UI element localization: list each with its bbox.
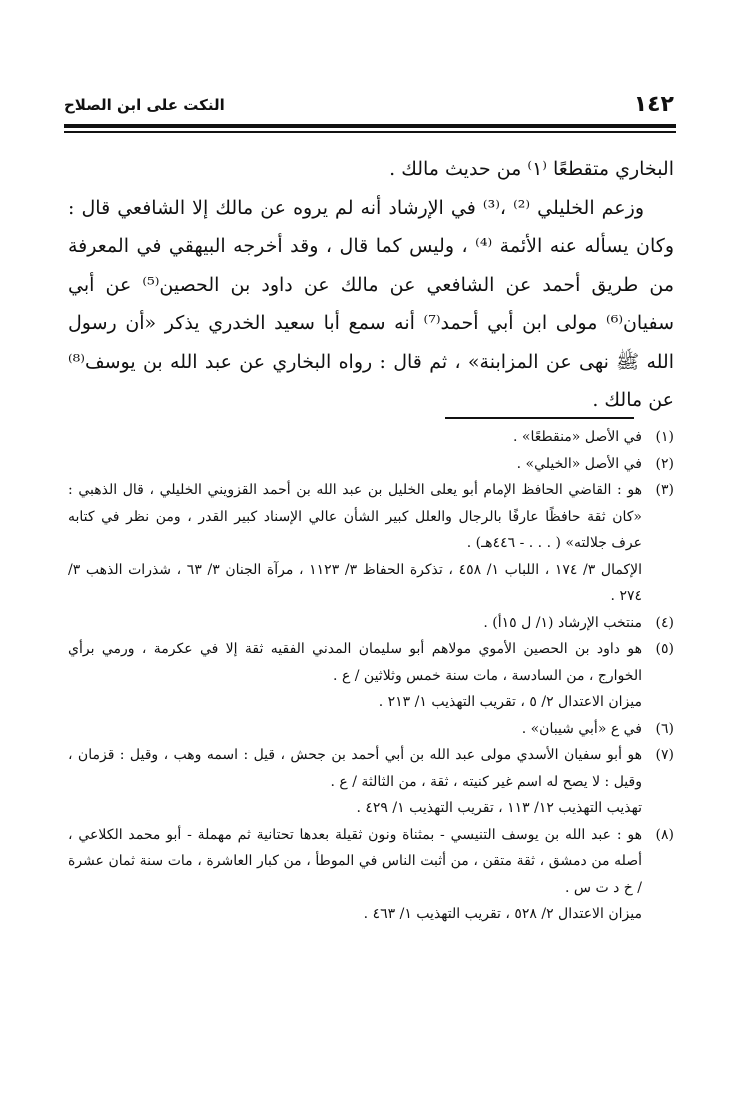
footnote-text: هو : القاضي الحافظ الإمام أبو يعلى الخليل بن عبد الله بن أحمد القزويني الخليلي ، قال الذهبي : «كان ثقة حافظًا عارفًا بالرجال والعلل كبير الشأن عالي الإسناد كبير القدر ، ومن نظر في كتابه عرف جلالته» ( . . . - ٤٤٦هـ) .	[68, 482, 642, 551]
footnote-8	[68, 822, 674, 928]
page-header	[64, 94, 676, 122]
footnote-5	[68, 636, 674, 716]
footnote-references: ميزان الاعتدال ٢/ ٥ ، تقريب التهذيب ١/ ٢١٣ .	[378, 694, 642, 710]
footnote-number: (١)	[655, 429, 674, 445]
footnote-number: (٥)	[655, 641, 674, 657]
footnote-number: (٨)	[655, 826, 674, 843]
footnote-number: (٣)	[655, 482, 674, 498]
footnote-text: هو : عبد الله بن يوسف التنيسي - بمثناة ونون ثقيلة بعدها تحتانية ثم مهملة - أبو محمد الكلاعي ، أصله من دمشق ، ثقة متقن ، من أثبت الناس في الموطأ ، من كبار العاشرة ، مات سنة ثمان عشرة / خ د ت س .	[68, 826, 642, 896]
footnote-7	[68, 742, 674, 822]
footnote-text: منتخب الإرشاد (١/ ل ١٥أ) .	[483, 614, 642, 631]
footnotes	[68, 424, 674, 928]
page-number: ١٤٢	[633, 92, 674, 117]
main-paragraph-1: البخاري متقطعًا ⁽١⁾ من حديث مالك .	[389, 158, 674, 180]
footnote-4	[68, 610, 674, 637]
footnote-text: هو أبو سفيان الأسدي مولى عبد الله بن أبي أحمد بن جحش ، قيل : اسمه وهب ، وقيل : قزمان ، وقيل : لا يصح له اسم غير كنيته ، ثقة ، من الثالثة / ع .	[68, 747, 642, 790]
footnote-text: هو داود بن الحصين الأموي مولاهم أبو سليمان المدني الفقيه ثقة إلا في عكرمة ، ورمي برأي الخوارج ، من السادسة ، مات سنة خمس وثلاثين / ع .	[68, 641, 642, 684]
footnote-number: (٦)	[655, 720, 674, 737]
footnote-text: في ع «أبي شيبان» .	[521, 720, 642, 737]
footnote-references: تهذيب التهذيب ١٢/ ١١٣ ، تقريب التهذيب ١/ ٤٢٩ .	[356, 800, 642, 816]
footnote-2	[68, 451, 674, 478]
footnote-6	[68, 716, 674, 743]
footnote-3	[68, 477, 674, 610]
footnote-1	[68, 424, 674, 451]
header-rule-thick	[64, 124, 676, 128]
running-title: النكت على ابن الصلاح	[64, 96, 225, 114]
header-rule-thin	[64, 131, 676, 133]
footnote-references: الإكمال ٣/ ١٧٤ ، اللباب ١/ ٤٥٨ ، تذكرة الحفاظ ٣/ ١١٢٣ ، مرآة الجنان ٣/ ٦٣ ، شذرات الذهب ٣/ ٢٧٤ .	[68, 561, 642, 604]
footnote-text: في الأصل «منقطعًا» .	[513, 429, 642, 445]
footnote-text: في الأصل «الخيلي» .	[516, 455, 642, 472]
footnote-references: ميزان الاعتدال ٢/ ٥٢٨ ، تقريب التهذيب ١/ ٤٦٣ .	[363, 906, 642, 922]
main-paragraph-2: وزعم الخليلي ⁽²⁾ ،⁽³⁾ في الإرشاد أنه لم يروه عن مالك إلا الشافعي قال : وكان يسأله عنه الأئمة ⁽⁴⁾ ، وليس كما قال ، وقد أخرجه البيهقي في المعرفة من طريق أحمد عن الشافعي عن مالك عن داود بن الحصين⁽⁵⁾ عن أبي سفيان⁽⁶⁾ مولى ابن أبي أحمد⁽⁷⁾ أنه سمع أبا سعيد الخدري يذكر «أن رسول الله ﷺ نهى عن المزابنة» ، ثم قال : رواه البخاري عن عبد الله بن يوسف⁽⁸⁾ عن مالك .	[68, 196, 675, 411]
main-text	[68, 150, 674, 420]
footnote-separator	[445, 417, 634, 419]
footnote-number: (٢)	[655, 455, 674, 472]
footnote-number: (٤)	[655, 614, 674, 631]
footnote-number: (٧)	[655, 747, 674, 763]
